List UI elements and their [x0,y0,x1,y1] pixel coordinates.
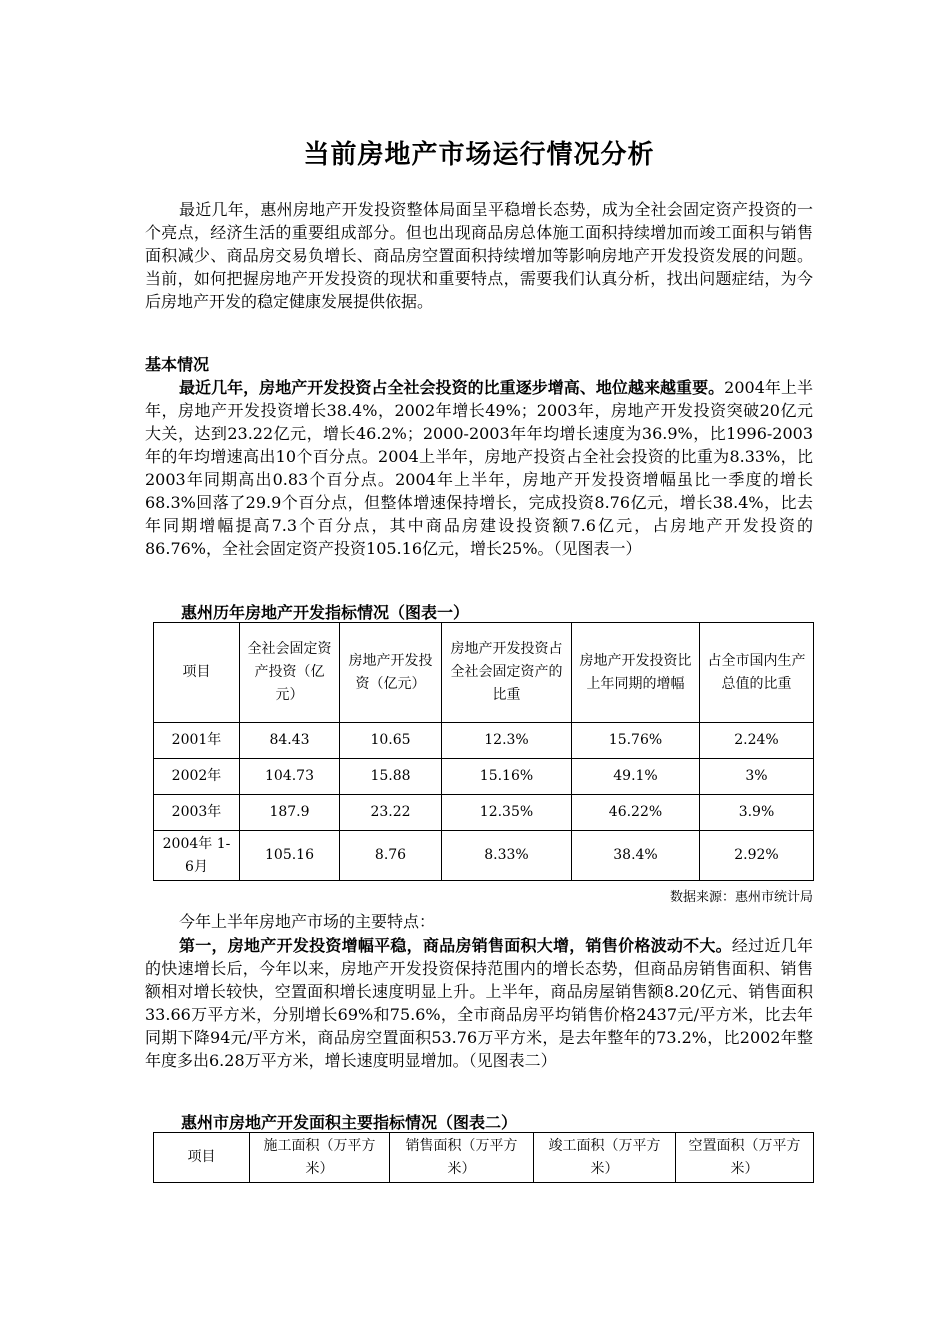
table2-header-cell: 施工面积（万平方米） [250,1133,390,1183]
table-cell: 49.1% [572,759,700,795]
table-cell: 2002年 [154,759,240,795]
table-row [154,795,814,831]
table-cell: 2.92% [700,831,814,881]
table-cell: 2001年 [154,723,240,759]
table2-header-cell: 项目 [154,1133,250,1183]
paragraph-features-intro: 今年上半年房地产市场的主要特点： [179,912,436,931]
table2-header-cell: 销售面积（万平方米） [390,1133,534,1183]
table-cell: 104.73 [240,759,340,795]
intro-paragraph: 最近几年，惠州房地产开发投资整体局面呈平稳增长态势，成为全社会固定资产投资的一个亮点，经济生活的重要组成部分。但也出现商品房总体施工面积持续增加而竣工面积与销售面积减少、商品房交易负增长、商品房空置面积持续增加等影响房地产开发投资发展的问题。当前，如何把握房地产开发投资的现状和重要特点，需要我们认真分析，找出问题症结，为今后房地产开发的稳定健康发展提供依据。 [145,200,813,311]
table-cell: 3% [700,759,814,795]
paragraph-investment [145,376,813,560]
table-cell: 3.9% [700,795,814,831]
table-cell: 46.22% [572,795,700,831]
page-title: 当前房地产市场运行情况分析 [303,140,655,170]
table-cell: 105.16 [240,831,340,881]
table2-caption: 惠州市房地产开发面积主要指标情况（图表二） [181,1113,518,1132]
paragraph-investment-lead: 最近几年，房地产开发投资占全社会投资的比重逐步增高、地位越来越重要。 [179,378,725,397]
table1-header-cell: 房地产开发投资（亿元） [340,623,442,723]
paragraph-feature-one [145,934,813,1072]
table-area-indicators [153,1132,814,1183]
table-cell: 15.76% [572,723,700,759]
table-cell: 38.4% [572,831,700,881]
table-cell: 8.33% [442,831,572,881]
table1-header-cell: 项目 [154,623,240,723]
table2-header-cell: 空置面积（万平方米） [676,1133,814,1183]
table1-header-cell: 占全市国内生产总值的比重 [700,623,814,723]
paragraph-feature-one-lead: 第一，房地产开发投资增幅平稳，商品房销售面积大增，销售价格波动不大。 [179,936,732,955]
section-heading-basic: 基本情况 [145,355,210,374]
table-cell: 10.65 [340,723,442,759]
table-cell: 84.43 [240,723,340,759]
table-cell: 8.76 [340,831,442,881]
table-investment-indicators [153,622,814,881]
paragraph-investment-body: 2004年上半年，房地产开发投资增长38.4%，2002年增长49%；2003年，房地产开发投资突破20亿元大关，达到23.22亿元，增长46.2%；2000-2003年年均增长速度为36.9%，比1996-2003年的年均增速高出10个百分点。2004上半年，房地产投资占全社会投资的比重为8.33%，比2003年同期高出0.83个百分点。2004年上半年，房地产开发投资增幅虽比一季度的增长68.3%回落了29.9个百分点，但整体增速保持增长，完成投资8.76亿元，增长38.4%，比去年同期增幅提高7.3个百分点，其中商品房建设投资额7.6亿元，占房地产开发投资的86.76%，全社会固定资产投资105.16亿元，增长25%。（见图表一） [145,378,813,558]
table-row [154,759,814,795]
table-cell: 12.3% [442,723,572,759]
paragraph-feature-one-body: 经过近几年的快速增长后，今年以来，房地产开发投资保持范围内的增长态势，但商品房销售面积、销售额相对增长较快，空置面积增长速度明显上升。上半年，商品房屋销售额8.20亿元、销售面积33.66万平方米，分别增长69%和75.6%，全市商品房平均销售价格2437元/平方米，比去年同期下降94元/平方米，商品房空置面积53.76万平方米，是去年整年的73.2%，比2002年整年度多出6.28万平方米，增长速度明显增加。（见图表二） [145,936,813,1070]
table1-header-cell: 房地产开发投资比上年同期的增幅 [572,623,700,723]
table-row [154,831,814,881]
table1-header-cell: 房地产开发投资占全社会固定资产的比重 [442,623,572,723]
table2-header-row [154,1133,814,1183]
table1-caption: 惠州历年房地产开发指标情况（图表一） [181,603,470,622]
table1-header-cell: 全社会固定资产投资（亿元） [240,623,340,723]
table2-header-cell: 竣工面积（万平方米） [534,1133,676,1183]
table-cell: 2.24% [700,723,814,759]
table-cell: 12.35% [442,795,572,831]
table-row [154,723,814,759]
table-cell: 15.88 [340,759,442,795]
table-cell: 23.22 [340,795,442,831]
table-cell: 2003年 [154,795,240,831]
table-cell: 2004年 1-6月 [154,831,240,881]
data-source-note: 数据来源：惠州市统计局 [669,890,813,905]
table1-header-row [154,623,814,723]
table-cell: 15.16% [442,759,572,795]
table-cell: 187.9 [240,795,340,831]
